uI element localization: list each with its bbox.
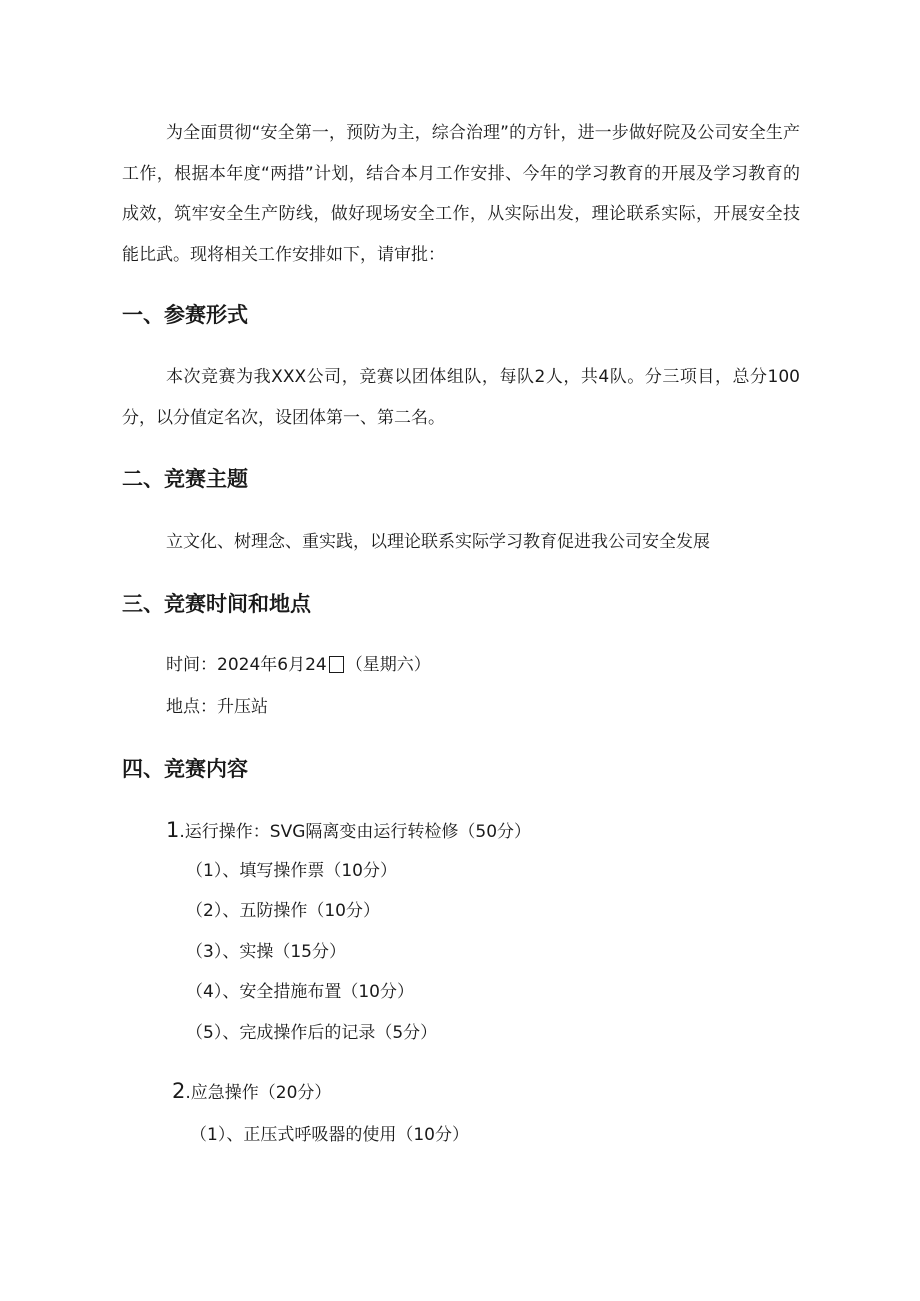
section-body-theme: 立文化、树理念、重实践，以理论联系实际学习教育促进我公司安全发展 bbox=[166, 532, 710, 552]
time-suffix: （星期六） bbox=[345, 655, 431, 675]
section-heading-format: 一、参赛形式 bbox=[122, 303, 248, 327]
sub-item: （2）、五防操作（10分） bbox=[186, 901, 380, 921]
sub-item: （1）、填写操作票（10分） bbox=[186, 861, 397, 881]
item-text: .运行操作：SVG隔离变由运行转检修（50分） bbox=[179, 822, 532, 842]
section-heading-time-place: 三、竞赛时间和地点 bbox=[122, 592, 311, 616]
sub-item: （1）、正压式呼吸器的使用（10分） bbox=[190, 1125, 469, 1145]
time-line bbox=[166, 652, 431, 678]
missing-glyph-box bbox=[329, 656, 344, 673]
item-number: 1 bbox=[166, 818, 180, 842]
intro-paragraph: 为全面贯彻“安全第一，预防为主，综合治理”的方针，进一步做好院及公司安全生产工作，根据本年度“两措”计划，结合本月工作安排、今年的学习教育的开展及学习教育的成效，筑牢安全生产防线，做好现场安全工作，从实际出发，理论联系实际，开展安全技能比武。现将相关工作安排如下，请审批： bbox=[122, 123, 800, 265]
item-text: .应急操作（20分） bbox=[185, 1083, 332, 1103]
section-body-format: 本次竞赛为我XXX公司，竞赛以团体组队，每队2人，共4队。分三项目，总分100分，以分值定名次，设团体第一、第二名。 bbox=[122, 367, 800, 428]
sub-item: （4）、安全措施布置（10分） bbox=[186, 982, 414, 1002]
time-prefix: 时间：2024年6月24 bbox=[166, 655, 327, 675]
section-heading-theme: 二、竞赛主题 bbox=[122, 467, 248, 491]
sub-item: （5）、完成操作后的记录（5分） bbox=[186, 1023, 438, 1043]
content-item-2 bbox=[172, 1078, 331, 1106]
content-item-1 bbox=[166, 817, 531, 845]
section-heading-content: 四、竞赛内容 bbox=[122, 757, 248, 781]
sub-item: （3）、实操（15分） bbox=[186, 942, 346, 962]
place-line: 地点：升压站 bbox=[166, 697, 268, 717]
item-number: 2 bbox=[172, 1079, 186, 1103]
